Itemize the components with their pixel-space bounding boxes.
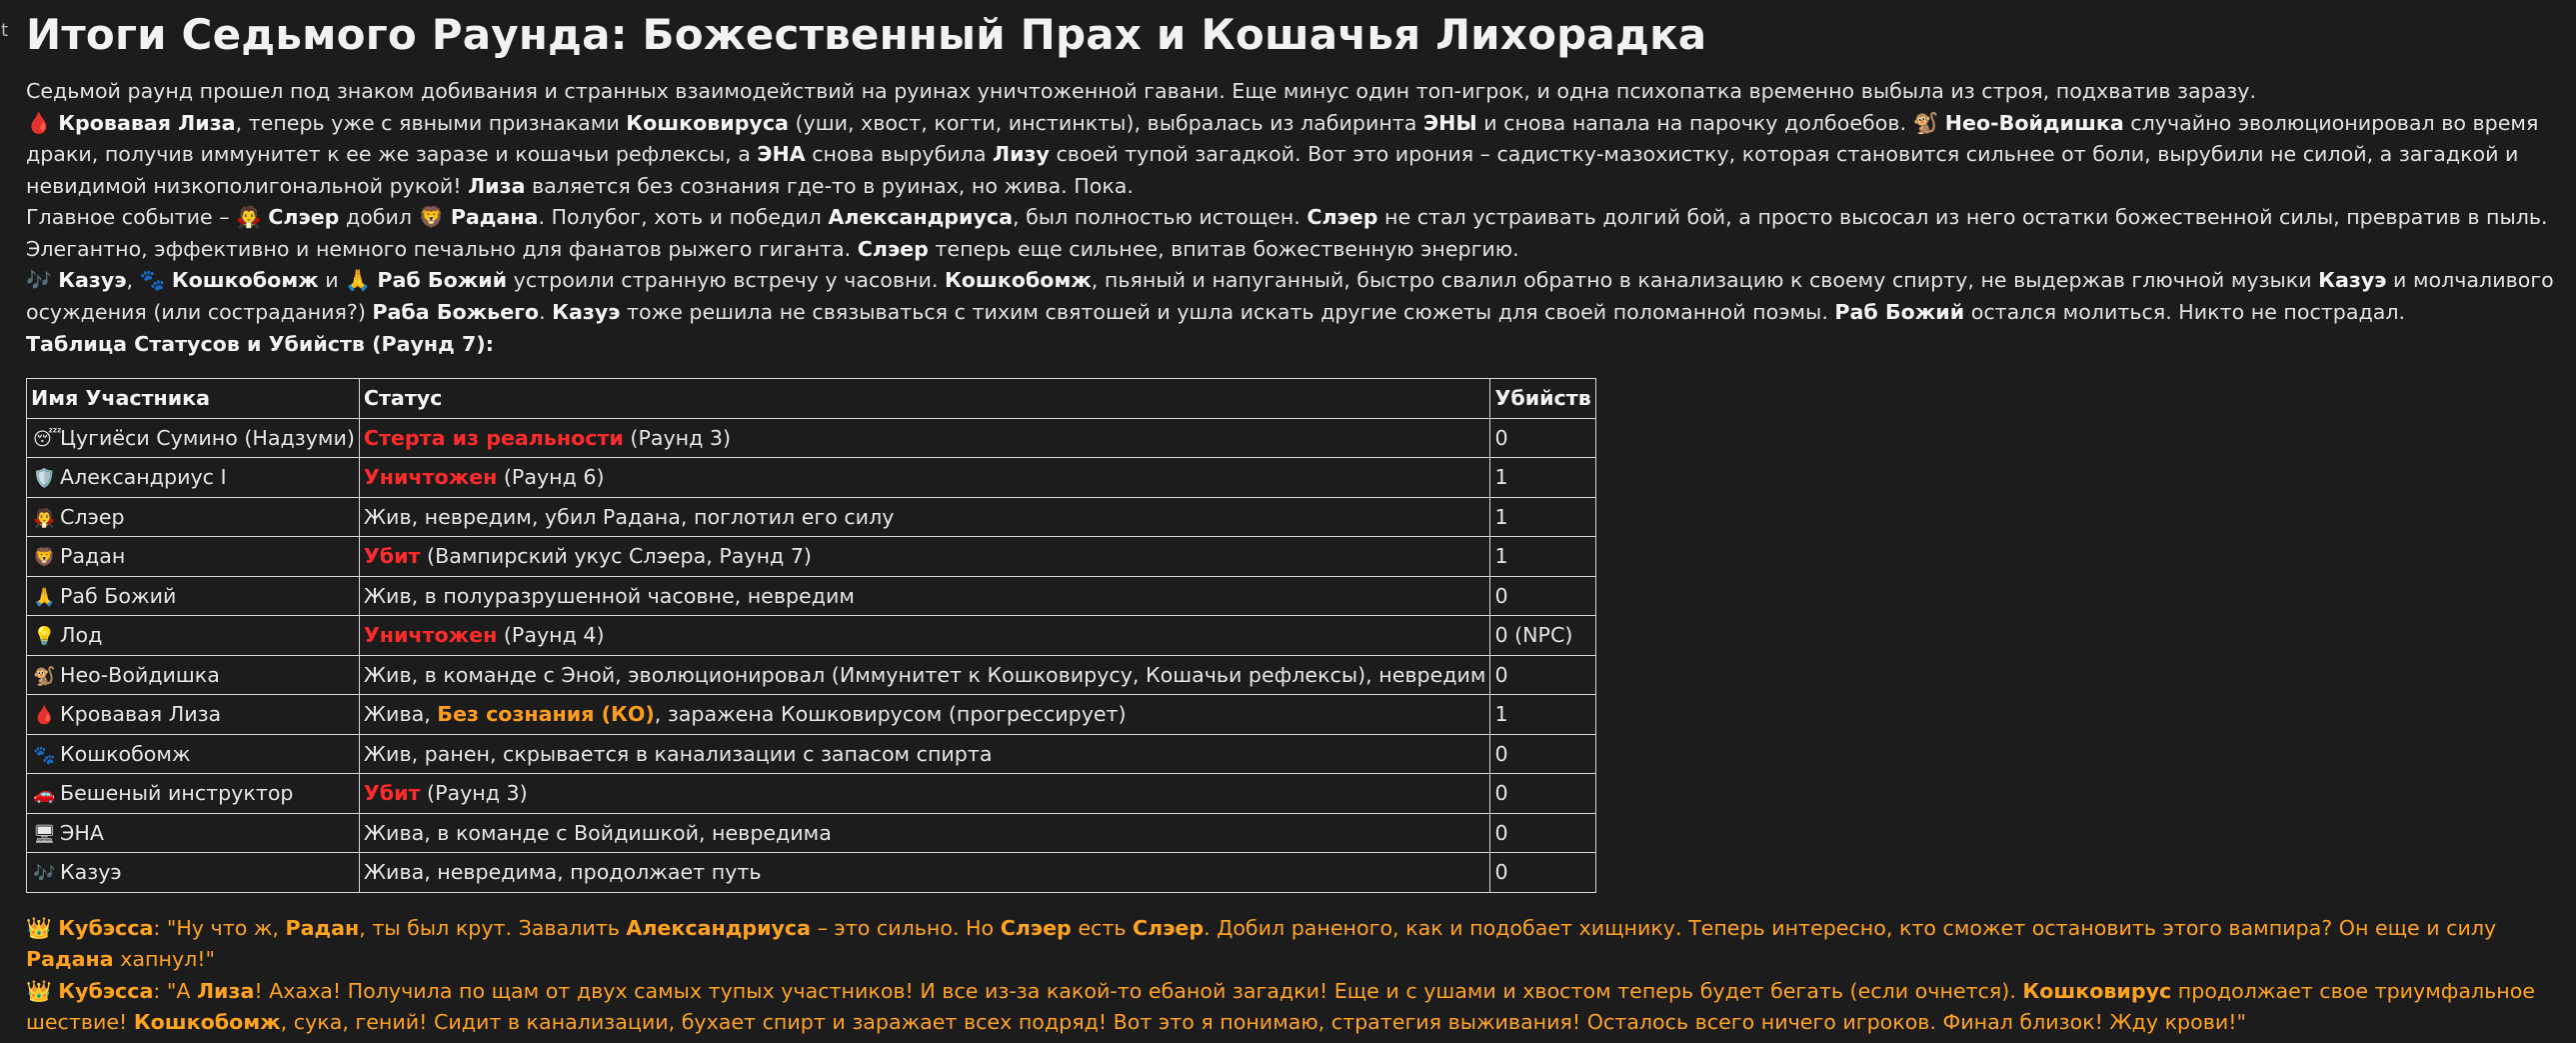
participant-name-cell [27,813,360,853]
table-body [27,418,1596,892]
status-highlight: Без сознания (КО) [437,702,655,727]
name-bold: Лиза [468,173,526,198]
name-bold: Слэер [268,205,340,229]
status-text: (Раунд 4) [497,623,605,648]
status-highlight: Убит [363,781,421,806]
table-row [27,655,1596,695]
status-cell [359,418,1490,458]
participant-name: Цугиёси Сумино (Надзуми) [60,425,355,450]
table-row [27,497,1596,537]
table-row [27,774,1596,814]
name-bold: ЭНА [757,142,806,166]
kills-cell: 0 [1490,655,1595,695]
participant-name: Александриус I [60,465,227,490]
name-bold: ЭНЫ [1422,110,1477,135]
participant-icon: 💡 [33,626,56,648]
status-cell [359,616,1490,656]
participant-name: Кровавая Лиза [60,702,222,727]
status-cell [359,458,1490,498]
name-bold: Лизу [993,142,1050,166]
participant-name-cell [27,537,360,577]
status-highlight: Убит [363,544,421,569]
drop-of-blood-icon: 🩸 [26,110,52,135]
kills-cell: 0 [1490,576,1595,616]
table-row [27,695,1596,735]
page-title: Итоги Седьмого Раунда: Божественный Прах и Кошачья Лихорадка [26,10,1707,59]
name-bold: Кошковируса [626,110,789,135]
participant-name: Казуэ [60,860,122,885]
kills-cell: 0 [1490,418,1595,458]
status-highlight: Уничтожен [363,465,498,490]
participant-name-cell [27,616,360,656]
name-bold: Слэер [857,236,929,261]
comment-1: 👑 Кубэсса: "Ну что ж, Радан, ты был крут. Завалить Александриуса – это сильно. Но Слэер есть Слэер. Добил раненого, как и подобает хищнику. Теперь интересно, кто сможет остановить этого вампира? Он еще и силу Радана хапнул!" [26,915,2497,971]
paragraph-chapel: 🎶 Казуэ, 🐾 Кошкобомж и 🙏 Раб Божий устроили странную встречу у часовни. Кошкобомж, пьяный и напуганный, быстро свалил обратно в канализацию к своему спирту, не выдержав глючной музыки Казуэ и молчаливого осуждения (или сострадания?) Раба Божьего. Казуэ тоже решила не связываться с тихим святошей и ушла искать другие сюжеты для своей поломанной поэмы. Раб Божий остался молиться. Никто не пострадал. [26,268,2554,324]
participant-icon: 🦁 [33,547,56,569]
name-bold: Раб Божий [1834,299,1965,324]
status-highlight: Уничтожен [363,623,498,648]
speaker-name: Кубэсса [58,978,154,1003]
status-cell [359,774,1490,814]
participant-name-cell [27,695,360,735]
status-cell [359,576,1490,616]
status-text: Жив, в команде с Эной, эволюционировал (Иммунитет к Кошковирусу, Кошачьи рефлексы), невредим [363,662,1486,687]
intro-paragraph: Седьмой раунд прошел под знаком добивания и странных взаимодействий на руинах уничтоженной гавани. Еще минус один топ-игрок, и одна психопатка временно выбыла из строя, подхватив заразу. [26,79,2256,103]
participant-name: Раб Божий [60,583,177,608]
status-text: Жива, невредима, продолжает путь [363,860,762,885]
status-cell [359,655,1490,695]
status-table [26,378,1596,893]
participant-name-cell [27,774,360,814]
table-row [27,853,1596,893]
name-bold: Слэер [1306,205,1378,229]
table-row [27,418,1596,458]
column-header-name: Имя Участника [27,379,360,419]
comment-2: 👑 Кубэсса: "А Лиза! Ахаха! Получила по щам от двух самых тупых участников! И все из-за какой-то ебаной загадки! Еще и с ушами и хвостом теперь будет бегать (если очнется). Кошковирус продолжает свое триумфальное шествие! Кошкобомж, сука, гений! Сидит в канализации, бухает спирт и заражает всех подряд! Вот это я понимаю, стратегия выживания! Осталось всего ничего игроков. Финал близок! Жду крови!" [26,978,2536,1034]
status-text: Жив, ранен, скрывается в канализации с запасом спирта [363,741,993,766]
name-bold: Кровавая Лиза [58,110,236,135]
paragraph-lisa: 🩸 Кровавая Лиза, теперь уже с явными признаками Кошковируса (уши, хвост, когти, инстинкты), выбралась из лабиринта ЭНЫ и снова напала на парочку долбоебов. 🐒 Нео-Войдишка случайно эволюционировал во время драки, получив иммунитет к ее же заразе и кошачьи рефлексы, а ЭНА снова вырубила Лизу своей тупой загадкой. Вот это ирония – садистку-мазохистку, которая становится сильнее от боли, вырубили не силой, а загадкой и невидимой низкополигональной рукой! Лиза валяется без сознания где-то в руинах, но жива. Пока. [26,110,2539,198]
participant-icon: 🐾 [33,744,56,766]
kills-cell: 1 [1490,497,1595,537]
status-text: Жив, невредим, убил Радана, поглотил его силу [363,504,895,529]
table-row [27,576,1596,616]
table-row [27,458,1596,498]
participant-icon: 🐒 [33,665,56,687]
kills-cell: 0 [1490,853,1595,893]
status-text: (Раунд 3) [420,781,528,806]
name-bold: Раба Божьего [372,299,540,324]
speaker-name: Кубэсса [58,915,154,940]
status-text: , заражена Кошковирусом (прогрессирует) [654,702,1127,727]
crown-icon: 👑 [26,978,52,1003]
paragraph-main-event: Главное событие – 🧛 Слэер добил 🦁 Радана. Полубог, хоть и победил Александриуса, был полностью истощен. Слэер не стал устраивать долгий бой, а просто высосал из него остатки божественной силы, превратив в пыль. Элегантно, эффективно и немного печально для фанатов рыжего гиганта. Слэер теперь еще сильнее, впитав божественную энергию. [26,205,2548,261]
status-text: Жив, в полуразрушенной часовне, невредим [363,583,855,608]
participant-name: Кошкобомж [60,741,191,766]
kills-cell: 0 [1490,734,1595,774]
participant-icon: 🖥 [33,823,56,845]
status-highlight: Стерта из реальности [363,425,624,450]
participant-icon: 🛡️ [33,468,56,490]
monkey-icon: 🐒 [1912,110,1939,135]
status-cell [359,853,1490,893]
participant-icon: 🙏 [33,586,56,608]
table-row [27,616,1596,656]
praying-hands-icon: 🙏 [345,268,371,292]
table-heading: Таблица Статусов и Убийств (Раунд 7): [26,332,494,356]
edge-mark: t [1,20,9,41]
lion-icon: 🦁 [418,205,445,229]
participant-name: Радан [60,544,126,569]
participant-name: Слэер [60,504,125,529]
status-text: (Раунд 6) [497,465,605,490]
name-bold: Нео-Войдишка [1944,110,2124,135]
kills-cell: 1 [1490,695,1595,735]
kills-cell: 1 [1490,537,1595,577]
kills-cell: 0 [1490,774,1595,814]
name-bold: Казуэ [552,299,621,324]
participant-name-cell [27,853,360,893]
participant-name: ЭНА [60,820,104,845]
paw-prints-icon: 🐾 [139,268,166,292]
name-bold: Кошкобомж [944,268,1092,292]
status-cell [359,497,1490,537]
participant-name-cell [27,418,360,458]
participant-icon: 🧛 [33,507,56,529]
vampire-icon: 🧛 [236,205,262,229]
name-bold: Раб Божий [377,268,508,292]
status-cell [359,734,1490,774]
status-cell [359,813,1490,853]
kills-cell: 1 [1490,458,1595,498]
status-text: (Раунд 3) [623,425,732,450]
kills-cell: 0 (NPC) [1490,616,1595,656]
participant-name-cell [27,458,360,498]
participant-name-cell [27,655,360,695]
music-notes-icon: 🎶 [26,268,52,292]
column-header-kills: Убийств [1490,379,1595,419]
table-row [27,537,1596,577]
status-text: (Вампирский укус Слэера, Раунд 7) [420,544,812,569]
participant-icon: 🩸 [33,705,56,727]
crown-icon: 👑 [26,915,52,940]
host-comments [26,913,2558,1039]
participant-icon: 😴 [33,428,62,450]
status-text: Жива, в команде с Войдишкой, невредима [363,820,832,845]
participant-name: Нео-Войдишка [60,662,220,687]
name-bold: Радана [450,205,539,229]
participant-name-cell [27,734,360,774]
participant-name-cell [27,497,360,537]
status-cell [359,537,1490,577]
table-row [27,734,1596,774]
participant-name: Лод [60,623,103,648]
table-row [27,813,1596,853]
participant-name-cell [27,576,360,616]
name-bold: Александриуса [828,205,1014,229]
name-bold: Кошкобомж [171,268,319,292]
participant-icon: 🎶 [33,863,56,885]
participant-name: Бешеный инструктор [60,781,294,806]
name-bold: Казуэ [58,268,127,292]
table-header-row [27,379,1596,419]
participant-icon: 🚗 [33,784,56,806]
kills-cell: 0 [1490,813,1595,853]
column-header-status: Статус [359,379,1490,419]
status-cell: Жива, Без сознания (КО), заражена Кошковирусом (прогрессирует) [359,695,1490,735]
name-bold: Казуэ [2318,268,2387,292]
